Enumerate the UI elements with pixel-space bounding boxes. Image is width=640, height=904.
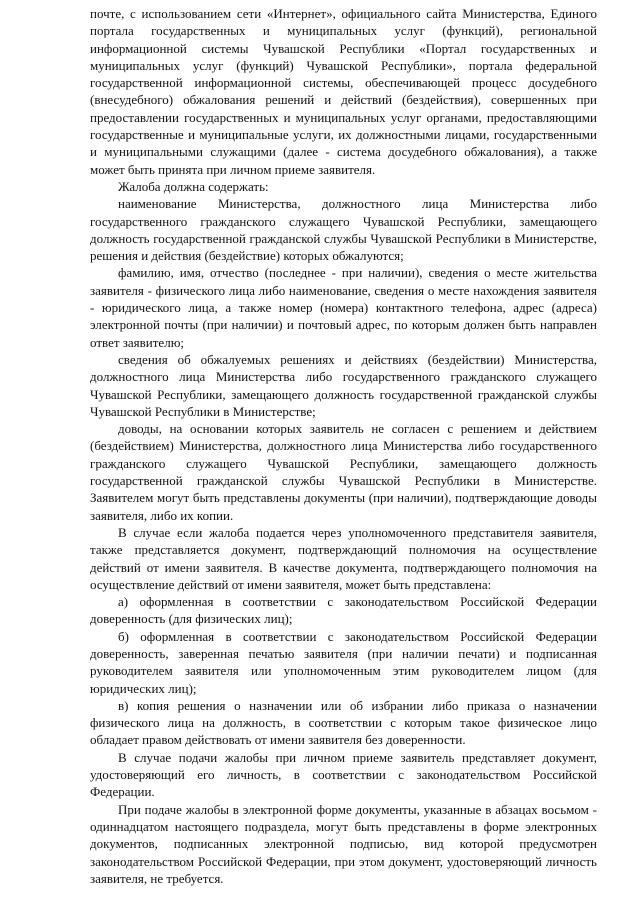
paragraph-applicant-details: фамилию, имя, отчество (последнее - при наличии), сведения о месте жительства заявителя - физического лица либо наименование, сведения о месте нахождения заявителя - юридического лица, а также номер (номера) контактного телефона, адрес (адреса) электронной почты (при наличии) и почтовый адрес, по которым должен быть направлен ответ заявителю;	[90, 265, 597, 350]
paragraph-representative: В случае если жалоба подается через уполномоченного представителя заявителя, также представляется документ, подтверждающий полномочия на осуществление действий от имени заявителя. В качестве документа, подтверждающего полномочия на осуществление действий от имени заявителя, может быть представлена:	[90, 524, 597, 592]
paragraph-item-b: б) оформленная в соответствии с законодательством Российской Федерации доверенность, заверенная печатью заявителя (при наличии печати) и подписанная руководителем заявителя или уполномоченным этим руководителем лицом (для юридических лиц);	[90, 628, 597, 696]
paragraph-arguments: доводы, на основании которых заявитель не согласен с решением и действием (бездействием) Министерства, должностного лица Министерства либо государственного гражданского служащего Чувашской Республики, замещающего должность государственной гражданской службы Чувашской Республики в Министерстве. Заявителем могут быть представлены документы (при наличии), подтверждающие доводы заявителя, либо их копии.	[90, 421, 597, 523]
paragraph-name-of-ministry: наименование Министерства, должностного лица Министерства либо государственного гражданского служащего Чувашской Республики, замещающего должность государственной гражданской службы Чувашской Республики в Министерстве, решения и действия (бездействие) которых обжалуются;	[90, 196, 597, 264]
paragraph-submission-channels: почте, с использованием сети «Интернет», официального сайта Министерства, Единого портала государственных и муниципальных услуг (функций), региональной информационной системы Чувашской Республики «Портал государственных и муниципальных услуг (функций) Чувашской Республики», портала федеральной государственной информационной системы, обеспечивающей процесс досудебного (внесудебного) обжалования решений и действий (бездействия), совершенных при предоставлении государственных и муниципальных услуг органами, предоставляющими государственные и муниципальные услуги, их должностными лицами, государственными и муниципальными служащими (далее - система досудебного обжалования), а также может быть принята при личном приеме заявителя.	[90, 6, 597, 177]
document-page	[90, 5, 597, 887]
paragraph-appealed-decisions: сведения об обжалуемых решениях и действиях (бездействии) Министерства, должностного лица Министерства либо государственного гражданского служащего Чувашской Республики, замещающего должность государственной гражданской службы Чувашской Республики в Министерстве;	[90, 351, 597, 419]
paragraph-personal-reception: В случае подачи жалобы при личном приеме заявитель представляет документ, удостоверяющий его личность, в соответствии с законодательством Российской Федерации.	[90, 749, 597, 800]
paragraph-item-c: в) копия решения о назначении или об избрании либо приказа о назначении физического лица на должность, в соответствии с которым такое физическое лицо обладает правом действовать от имени заявителя без доверенности.	[90, 697, 597, 748]
paragraph-item-a: а) оформленная в соответствии с законодательством Российской Федерации доверенность (для физических лиц);	[90, 594, 597, 627]
paragraph-electronic-form: При подаче жалобы в электронной форме документы, указанные в абзацах восьмом - одиннадцатом настоящего подраздела, могут быть представлены в форме электронных документов, подписанных электронной подписью, вид которой предусмотрен законодательством Российской Федерации, при этом документ, удостоверяющий личность заявителя, не требуется.	[90, 801, 597, 886]
paragraph-complaint-contents-heading: Жалоба должна содержать:	[118, 178, 269, 194]
